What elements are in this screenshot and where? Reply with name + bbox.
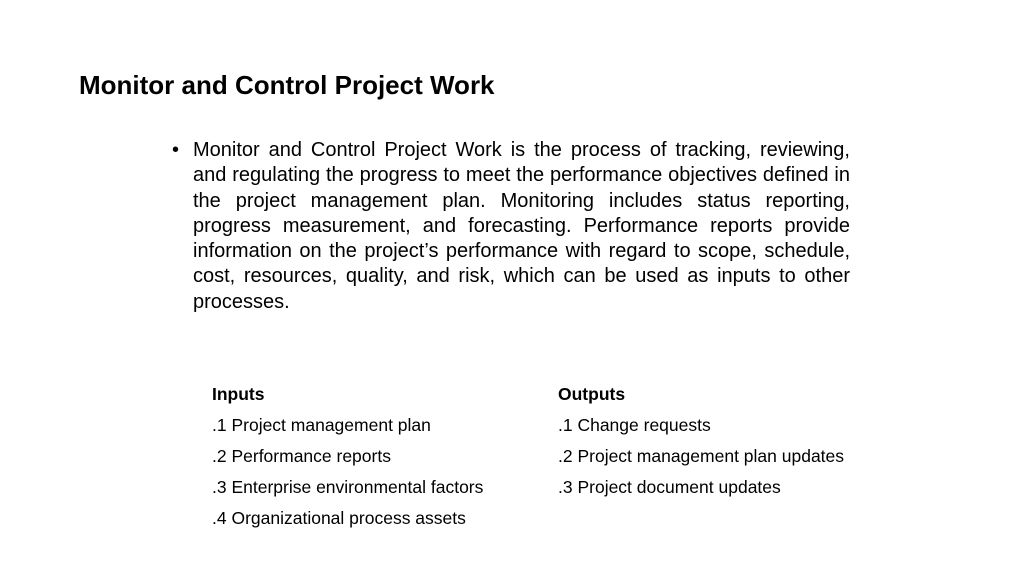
input-item: .1 Project management plan xyxy=(212,415,431,435)
output-item: .3 Project document updates xyxy=(558,477,781,497)
output-item: .1 Change requests xyxy=(558,415,711,435)
outputs-list xyxy=(558,412,844,505)
bullet-icon: • xyxy=(172,139,180,161)
inputs-list xyxy=(212,412,483,536)
input-item: .4 Organizational process assets xyxy=(212,508,466,528)
slide-title: Monitor and Control Project Work xyxy=(79,70,495,100)
outputs-heading: Outputs xyxy=(558,384,626,404)
input-item: .2 Performance reports xyxy=(212,446,391,466)
outputs-section xyxy=(558,381,844,505)
input-item: .3 Enterprise environmental factors xyxy=(212,477,484,497)
output-item: .2 Project management plan updates xyxy=(558,446,845,466)
inputs-section xyxy=(212,381,483,536)
description-bullet xyxy=(172,138,850,315)
description-text: Monitor and Control Project Work is the process of tracking, reviewing, and regulating the progress to meet the performance objectives defined in the project management plan. Monitoring includes status reporting, progress measurement, and forecasting. Performance reports provide information on the project’s performance with regard to scope, schedule, cost, resources, quality, and risk, which can be used as inputs to other processes. xyxy=(193,139,850,313)
inputs-heading: Inputs xyxy=(212,384,265,404)
